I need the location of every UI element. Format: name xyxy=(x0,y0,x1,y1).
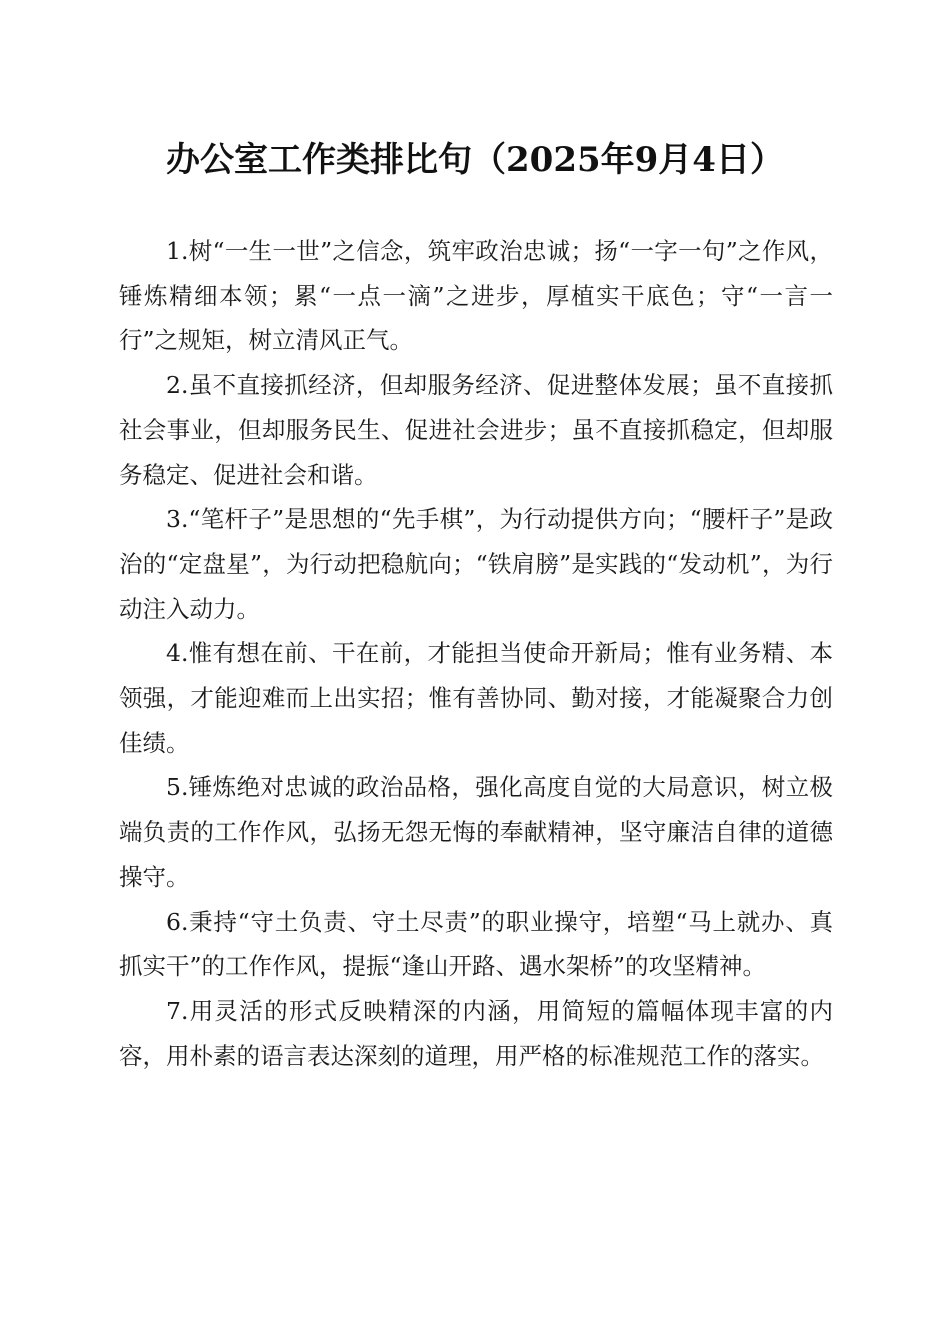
paragraph-7: 7.用灵活的形式反映精深的内涵，用简短的篇幅体现丰富的内容，用朴素的语言表达深刻的道理，用严格的标准规范工作的落实。 xyxy=(119,996,833,1070)
paragraph-4: 4.惟有想在前、干在前，才能担当使命开新局；惟有业务精、本领强，才能迎难而上出实招；惟有善协同、勤对接，才能凝聚合力创佳绩。 xyxy=(119,639,833,757)
paragraph-1: 1.树“一生一世”之信念，筑牢政治忠诚；扬“一字一句”之作风，锤炼精细本领；累“一点一滴”之进步，厚植实干底色；守“一言一行”之规矩，树立清风正气。 xyxy=(119,237,833,355)
paragraph-2: 2.虽不直接抓经济，但却服务经济、促进整体发展；虽不直接抓社会事业，但却服务民生、促进社会进步；虽不直接抓稳定，但却服务稳定、促进社会和谐。 xyxy=(119,371,833,489)
paragraph-5: 5.锤炼绝对忠诚的政治品格，强化高度自觉的大局意识，树立极端负责的工作作风，弘扬无怨无悔的奉献精神，坚守廉洁自律的道德操守。 xyxy=(119,773,833,891)
document-title: 办公室工作类排比句（2025年9月4日） xyxy=(166,140,784,180)
paragraph-6: 6.秉持“守土负责、守土尽责”的职业操守，培塑“马上就办、真抓实干”的工作作风，提振“逢山开路、遇水架桥”的攻坚精神。 xyxy=(119,907,833,981)
paragraph-3: 3.“笔杆子”是思想的“先手棋”，为行动提供方向；“腰杆子”是政治的“定盘星”，为行动把稳航向；“铁肩膀”是实践的“发动机”，为行动注入动力。 xyxy=(119,505,833,623)
document-body xyxy=(119,229,833,1078)
